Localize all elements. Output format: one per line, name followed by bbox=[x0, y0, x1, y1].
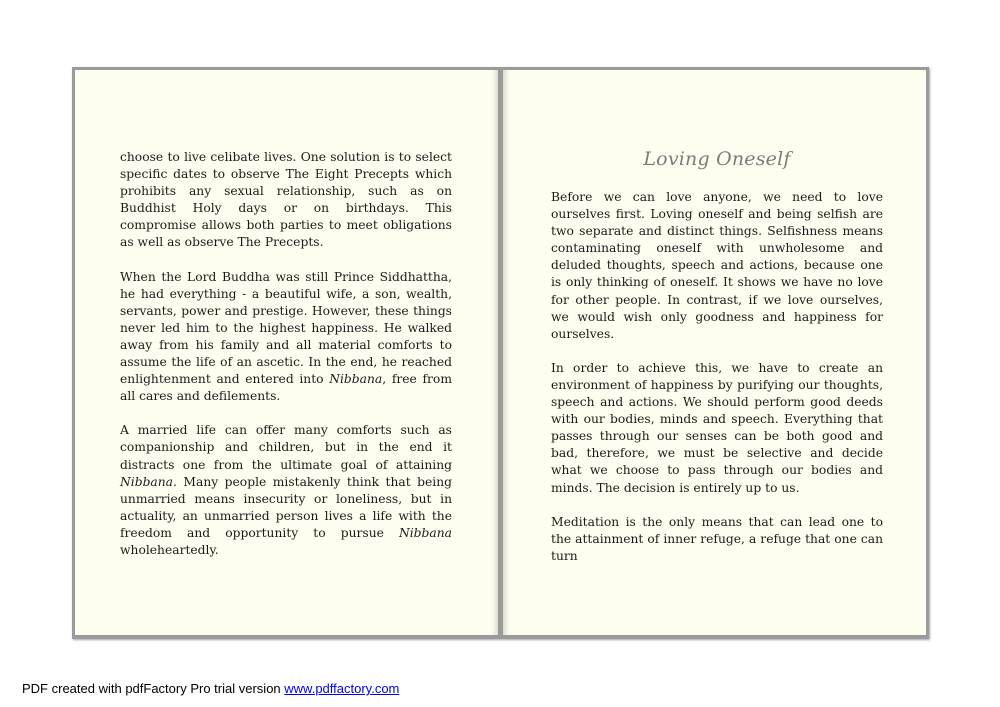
paragraph-text: , free from all cares and defilements. bbox=[120, 372, 452, 404]
footer-link[interactable]: www.pdffactory.com bbox=[284, 681, 400, 696]
paragraph-text: wholeheartedly. bbox=[120, 542, 219, 557]
paragraph bbox=[120, 422, 452, 559]
paragraph: Before we can love anyone, we need to love ourselves first. Loving oneself and being selfish are two separate and distinct things. Selfishness means contaminating oneself with unwholesome and deluded thoughts, speech and actions, because one is only thinking of oneself. It shows we have no love for other people. In contrast, if we love ourselves, we would wish only goodness and happiness for ourselves. bbox=[551, 190, 883, 341]
italic-term: Nibbana bbox=[329, 372, 383, 387]
right-page-text bbox=[551, 189, 883, 582]
paragraph: Meditation is the only means that can lead one to the attainment of inner refuge, a refuge that one can turn bbox=[551, 514, 883, 563]
pdf-footer bbox=[22, 681, 399, 696]
left-page bbox=[75, 70, 498, 635]
italic-term: Nibbana bbox=[398, 525, 452, 540]
italic-term: Nibbana bbox=[120, 474, 174, 489]
paragraph-text: When the Lord Buddha was still Prince Siddhattha, he had everything - a beautiful wife, a son, wealth, servants, power and prestige. However, these things never led him to the highest happiness. He walked away from his family and all material comforts to assume the life of an ascetic. In the end, he reached enlightenment and entered into bbox=[120, 269, 452, 387]
right-page bbox=[503, 70, 926, 635]
book-spread bbox=[72, 67, 929, 639]
paragraph: choose to live celibate lives. One solution is to select specific dates to observe The Eight Precepts which prohibits any sexual relationship, such as on Buddhist Holy days or on birthdays. This compromise allows both parties to meet obligations as well as observe The Precepts. bbox=[120, 150, 452, 250]
left-page-text bbox=[120, 149, 452, 576]
footer-text: PDF created with pdfFactory Pro trial version bbox=[22, 681, 285, 696]
paragraph-text: A married life can offer many comforts such as companionship and children, but in the end it distracts one from the ultimate goal of attaining bbox=[120, 423, 452, 472]
paragraph-text: . Many people mistakenly think that being unmarried means insecurity or loneliness, but in actuality, an unmarried person lives a life with the freedom and opportunity to pursue bbox=[120, 474, 452, 540]
chapter-title: Loving Oneself bbox=[643, 148, 791, 170]
paragraph bbox=[120, 269, 452, 406]
paragraph: In order to achieve this, we have to create an environment of happiness by purifying our thoughts, speech and actions. We should perform good deeds with our bodies, minds and speech. Everything that passes through our senses can be both good and bad, therefore, we must be selective and decide what we choose to pass through our bodies and minds. The decision is entirely up to us. bbox=[551, 360, 883, 495]
